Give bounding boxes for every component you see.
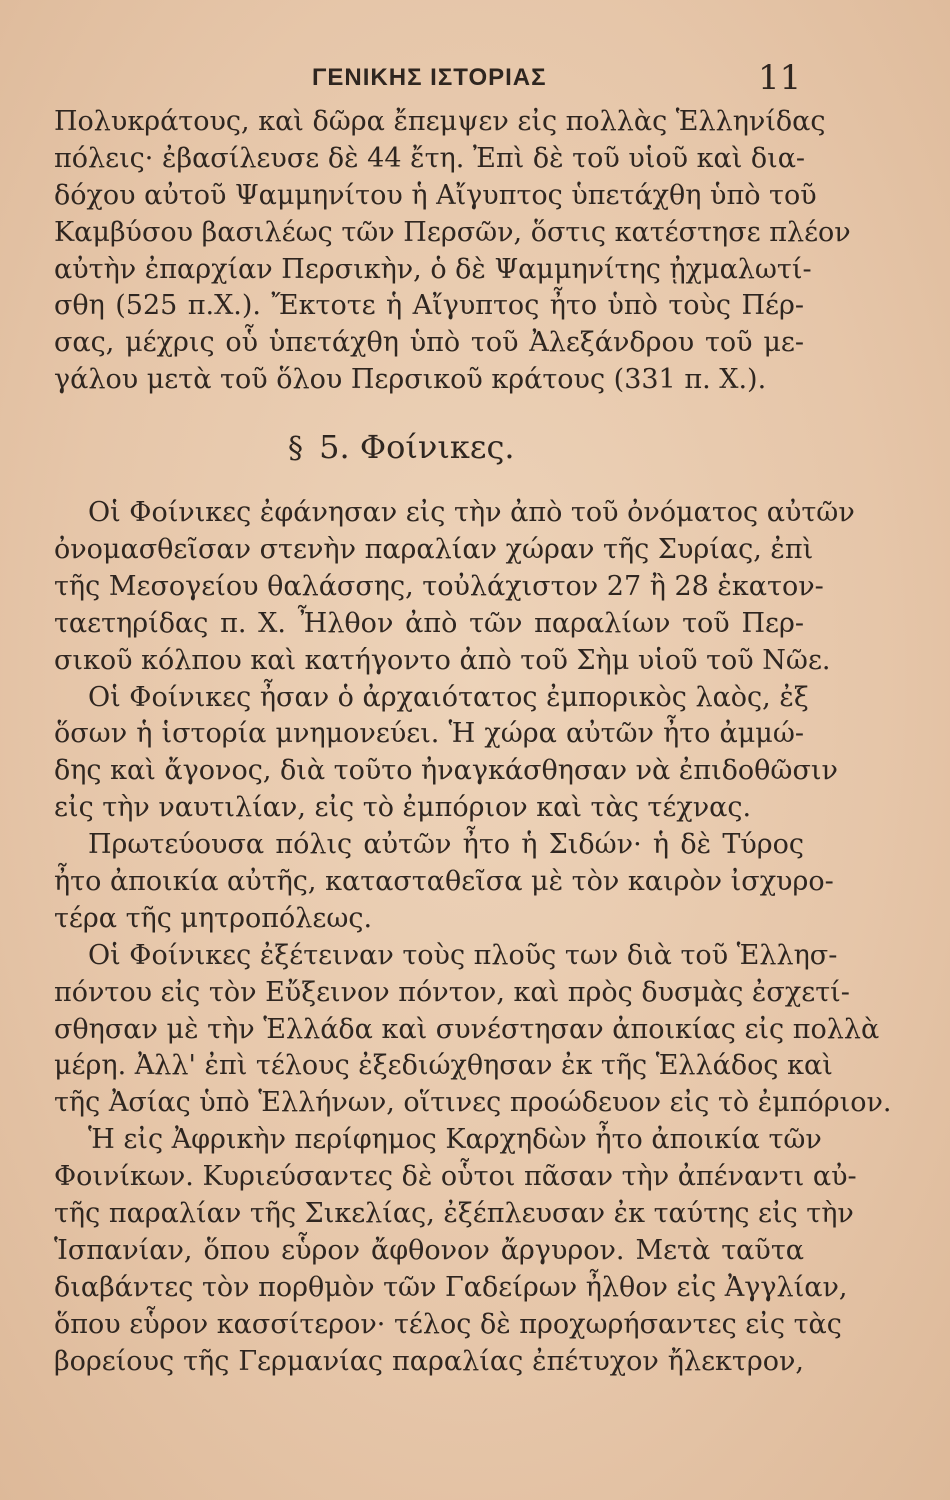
section-title: 5. Φοίνικες. xyxy=(319,428,515,467)
text-line: ὅπου εὗρον κασσίτερον· τέλος δὲ προχωρήσαντες εἰς τὰς xyxy=(54,1308,842,1340)
text-line: διαβάντες τὸν πορθμὸν τῶν Γαδείρων ἦλθον εἰς Ἀγγλίαν, xyxy=(54,1271,848,1303)
text-line: Ἱσπανίαν, ὅπου εὗρον ἄφθονον ἄργυρον. Μετὰ ταῦτα xyxy=(54,1234,804,1266)
text-line: Οἱ Φοίνικες ἐξέτειναν τοὺς πλοῦς των διὰ τοῦ Ἑλλησ- xyxy=(88,939,838,971)
text-line: δόχου αὐτοῦ Ψαμμηνίτου ἡ Αἴγυπτος ὑπετάχθη ὑπὸ τοῦ xyxy=(54,179,817,211)
text-line: σθη (525 π.Χ.). Ἔκτοτε ἡ Αἴγυπτος ἦτο ὑπὸ τοὺς Πέρ- xyxy=(54,290,804,322)
page-number: 11 xyxy=(758,58,802,98)
section-sign: § xyxy=(288,431,303,467)
text-line: πόλεις· ἐβασίλευσε δὲ 44 ἔτη. Ἐπὶ δὲ τοῦ υἱοῦ καὶ δια- xyxy=(54,142,806,174)
text-line: ὀνομασθεῖσαν στενὴν παραλίαν χώραν τῆς Συρίας, ἐπὶ xyxy=(54,534,814,566)
text-line: τέρα τῆς μητροπόλεως. xyxy=(54,902,373,934)
text-line: δης καὶ ἄγονος, διὰ τοῦτο ἠναγκάσθησαν νὰ ἐπιδοθῶσιν xyxy=(54,755,838,787)
text-line: Ἡ εἰς Ἀφρικὴν περίφημος Καρχηδὼν ἦτο ἀποικία τῶν xyxy=(88,1124,822,1156)
text-line: τῆς παραλίαν τῆς Σικελίας, ἐξέπλευσαν ἐκ ταύτης εἰς τὴν xyxy=(54,1198,854,1230)
text-line: ταετηρίδας π. Χ. Ἦλθον ἀπὸ τῶν παραλίων τοῦ Περ- xyxy=(54,607,804,639)
text-line: τῆς Μεσογείου θαλάσσης, τοὐλάχιστον 27 ἢ 28 ἑκατον- xyxy=(54,570,824,602)
text-line: σικοῦ κόλπου καὶ κατήγοντο ἀπὸ τοῦ Σὴμ υἱοῦ τοῦ Νῶε. xyxy=(54,644,831,676)
text-line: σας, μέχρις οὗ ὑπετάχθη ὑπὸ τοῦ Ἀλεξάνδρου τοῦ με- xyxy=(54,327,804,359)
text-line: εἰς τὴν ναυτιλίαν, εἰς τὸ ἐμπόριον καὶ τὰς τέχνας. xyxy=(54,792,752,824)
text-line: Οἱ Φοίνικες ἐφάνησαν εἰς τὴν ἀπὸ τοῦ ὀνόματος αὐτῶν xyxy=(88,497,855,529)
text-line: Φοινίκων. Κυριεύσαντες δὲ οὗτοι πᾶσαν τὴν ἀπέναντι αὐ- xyxy=(54,1161,857,1193)
text-line: γάλου μετὰ τοῦ ὅλου Περσικοῦ κράτους (331 π. Χ.). xyxy=(54,364,767,396)
section-heading xyxy=(54,399,804,495)
text-line: τῆς Ἀσίας ὑπὸ Ἑλλήνων, οἵτινες προώδευον εἰς τὸ ἐμπόριον. xyxy=(54,1087,892,1119)
text-line: Καμβύσου βασιλέως τῶν Περσῶν, ὅστις κατέστησε πλέον xyxy=(54,216,851,248)
text-line: Πρωτεύουσα πόλις αὐτῶν ἦτο ἡ Σιδών· ἡ δὲ Τύρος xyxy=(88,829,804,861)
page-header xyxy=(0,58,950,98)
text-line: μέρη. Ἀλλ' ἐπὶ τέλους ἐξεδιώχθησαν ἐκ τῆς Ἑλλάδος καὶ xyxy=(54,1050,833,1082)
text-line: Πολυκράτους, καὶ δῶρα ἔπεμψεν εἰς πολλὰς Ἑλληνίδας xyxy=(54,106,826,137)
text-line: σθησαν μὲ τὴν Ἑλλάδα καὶ συνέστησαν ἀποικίας εἰς πολλὰ xyxy=(54,1013,880,1045)
text-line: ὅσων ἡ ἱστορία μνημονεύει. Ἡ χώρα αὐτῶν ἦτο ἀμμώ- xyxy=(54,718,804,750)
text-line: αὐτὴν ἐπαρχίαν Περσικὴν, ὁ δὲ Ψαμμηνίτης ᾐχμαλωτί- xyxy=(54,253,812,285)
text-line: πόντου εἰς τὸν Εὔξεινον πόντον, καὶ πρὸς δυσμὰς ἐσχετί- xyxy=(54,976,850,1008)
text-line: ἦτο ἀποικία αὐτῆς, κατασταθεῖσα μὲ τὸν καιρὸν ἰσχυρο- xyxy=(54,866,834,898)
text-line: βορείους τῆς Γερμανίας παραλίας ἐπέτυχον ἤλεκτρον, xyxy=(54,1345,804,1377)
text-line: Οἱ Φοίνικες ἦσαν ὁ ἀρχαιότατος ἐμπορικὸς λαὸς, ἐξ xyxy=(88,681,809,713)
body-text xyxy=(54,104,892,1381)
running-title: ΓΕΝΙΚΗΣ ΙΣΤΟΡΙΑΣ xyxy=(312,64,547,91)
